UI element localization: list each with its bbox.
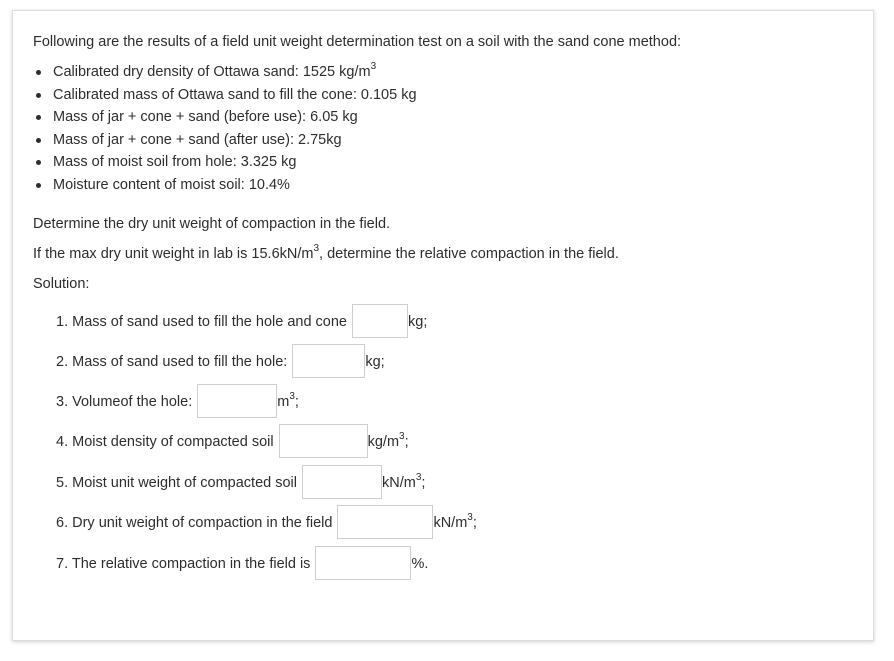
intro-text: Following are the results of a field unit weight determination test on a soil with the sand cone method: [33, 34, 682, 50]
answer-input-dry-unit-weight[interactable] [337, 505, 433, 539]
given-data-list [33, 61, 417, 196]
answer-input-volume-hole[interactable] [197, 384, 277, 418]
step-5 [56, 465, 425, 499]
given-item: Mass of jar + cone + sand (after use): 2.75kg [33, 129, 417, 152]
question-relative-compaction: If the max dry unit weight in lab is $15.6kN/m^3$, determine the relative compaction in the field. [33, 243, 619, 262]
step-1 [56, 304, 427, 338]
answer-input-mass-hole-cone[interactable] [352, 304, 408, 338]
given-item: Mass of jar + cone + sand (before use): 6.05 kg [33, 106, 417, 129]
unit-label: %. [411, 556, 429, 572]
given-item: Mass of moist soil from hole: 3.325 kg [33, 151, 417, 174]
answer-input-moist-density[interactable] [279, 424, 368, 458]
step-2 [56, 344, 385, 378]
unit-label: kg; [365, 354, 385, 370]
question-dry-unit-weight: Determine the dry unit weight of compaction in the field. [33, 216, 391, 232]
step-label: 4. Moist density of compacted soil [56, 434, 274, 450]
step-label: 7. The relative compaction in the field is [56, 556, 311, 572]
question-card [12, 10, 874, 641]
given-item: Moisture content of moist soil: 10.4% [33, 174, 417, 197]
step-6 [56, 505, 477, 539]
step-label: 5. Moist unit weight of compacted soil [56, 475, 297, 491]
unit-label: $kN/m^3$; [381, 472, 426, 491]
step-label: 6. Dry unit weight of compaction in the field [56, 515, 333, 531]
step-3 [56, 384, 299, 418]
step-4 [56, 424, 409, 458]
answer-input-relative-compaction[interactable] [315, 546, 411, 580]
unit-label: kg; [408, 314, 428, 330]
answer-input-mass-hole[interactable] [292, 344, 365, 378]
unit-label: $kN/m^3$; [433, 512, 477, 531]
unit-label: $kg/m^3$; [367, 431, 409, 450]
unit-label: $m^3$; [277, 391, 299, 410]
solution-label: Solution: [33, 276, 90, 292]
step-7 [56, 546, 428, 580]
answer-input-moist-unit-weight[interactable] [302, 465, 382, 499]
given-item: Calibrated mass of Ottawa sand to fill the cone: 0.105 kg [33, 84, 417, 107]
step-label: 1. Mass of sand used to fill the hole and cone [56, 314, 347, 330]
step-label: 2. Mass of sand used to fill the hole: [56, 354, 288, 370]
given-item: Calibrated dry density of Ottawa sand: 1525 $kg/m^3$ [33, 61, 417, 84]
step-label: 3. Volumeof the hole: [56, 394, 193, 410]
